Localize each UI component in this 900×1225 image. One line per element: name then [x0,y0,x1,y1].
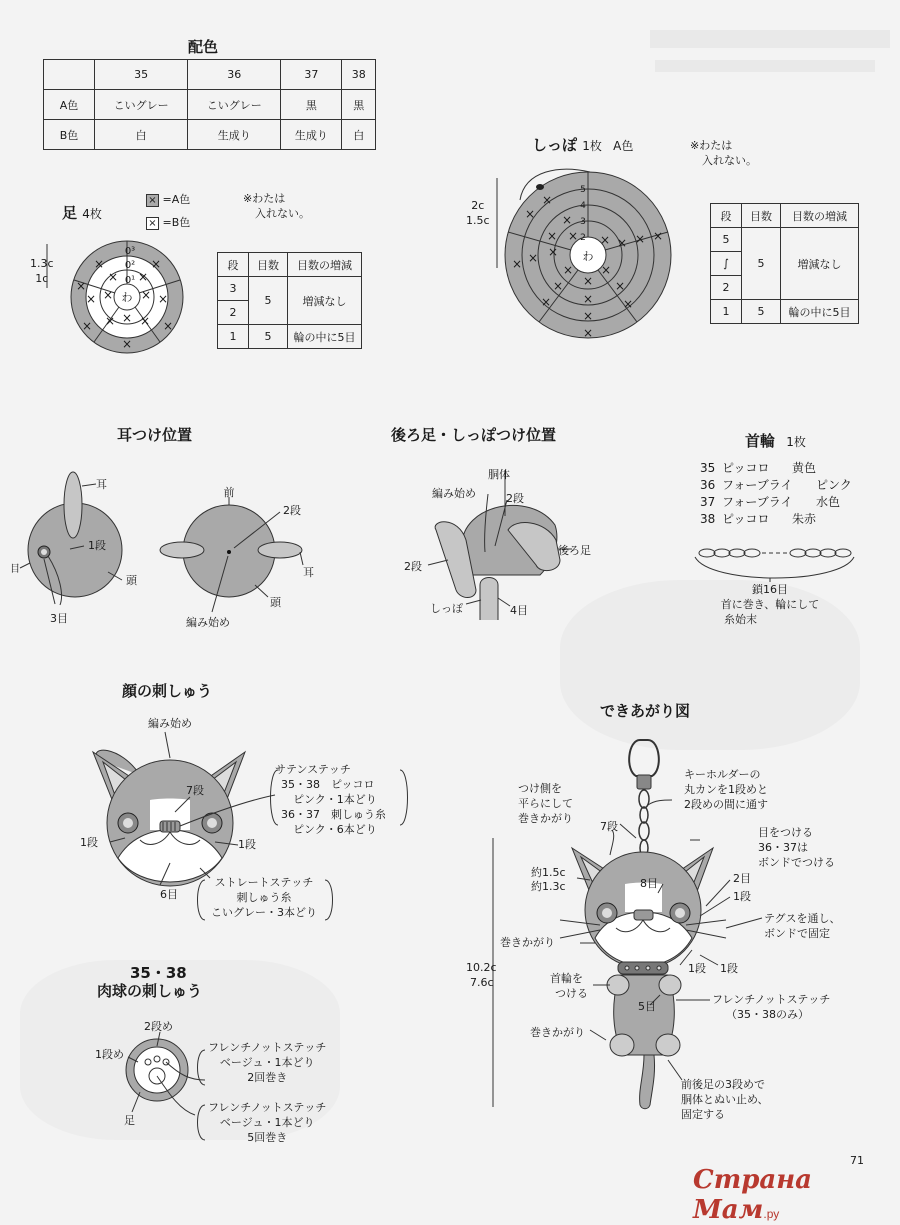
feet-table-header: 目数の増減 [288,253,362,277]
back-line: 胴体とぬい止め、 [681,1093,769,1106]
legend-a-label: =A色 [162,193,191,206]
collar-count: 1枚 [786,435,806,449]
row4-label: 4目 [510,604,528,617]
svg-text:×: × [81,319,93,333]
satin-line: ピンク・6本どり [293,823,377,836]
french-line: フレンチノットステッチ [208,1101,327,1114]
svg-text:×: × [652,229,664,243]
svg-text:×: × [614,279,626,293]
tegusu-line: テグスを通し、 [764,912,841,925]
five-label: 5目 [638,1000,656,1013]
eyes-note [758,825,835,870]
svg-text:×: × [139,314,151,328]
svg-text:×: × [157,292,169,306]
svg-text:×: × [582,326,594,340]
feet-table-cell: 輪の中に5目 [288,325,362,349]
whip-label: 巻きかがり [530,1026,585,1039]
start-label: 編み始め [432,487,476,500]
tail-table-header: 段 [711,204,742,228]
svg-text:×: × [107,270,119,284]
tail-table-cell: 1 [711,300,742,324]
page-number: 71 [850,1154,864,1167]
color-table-header: 36 [188,60,281,90]
color-table-cell: 白 [342,120,376,150]
svg-text:×: × [616,236,628,250]
collar-title-text: 首輪 [745,432,776,450]
row1-label: 1段 [720,962,738,975]
tail-table-cell: ∫ [711,252,742,276]
legend-a-swatch-icon: × [146,194,159,207]
svg-text:×: × [102,288,114,302]
keyholder-line: 2段めの間に通す [684,798,768,811]
collar-note: 首に巻き、輪にして [720,598,820,611]
eyes-line: ボンドでつける [758,856,835,869]
color-table-cell: 黒 [281,90,342,120]
french-finish-line: フレンチノットステッチ [712,993,831,1006]
row1-label: 1段 [238,838,256,851]
satin-line: 36・37 刺しゅう糸 [281,808,386,821]
tail-ring-number: 4 [580,201,586,211]
svg-text:×: × [121,311,133,325]
color-table-cell: A色 [44,90,95,120]
eyes-line: 36・37は [758,841,808,854]
tail-table-cell: 増減なし [781,228,859,300]
six-label: 6目 [160,888,178,901]
tail-table-cell: 5 [711,228,742,252]
collar-chain-label: 鎖16目 [752,583,788,596]
keyholder-note [684,767,768,812]
row1-label: 1段め [95,1048,124,1061]
whip-label: 巻きかがり [500,936,555,949]
attach-line: つけ側を [518,782,562,795]
tail-table-cell: 5 [742,300,781,324]
feet-table-cell: 1 [218,325,249,349]
tail-table-cell: 2 [711,276,742,300]
collar-line: 36 フォーブライ ピンク [700,478,852,492]
row2-label: 2目 [733,872,751,885]
color-table-cell: 黒 [342,90,376,120]
feet-center-label: わ [121,291,133,304]
collar-line: 35 ピッコロ 黄色 [700,461,817,475]
approx-label: 約1.5c [531,866,566,879]
row1-label: 1段 [80,836,98,849]
color-table-header: 38 [342,60,376,90]
tail-table-cell: 5 [742,228,781,300]
french-line: 2回巻き [247,1071,288,1084]
svg-text:×: × [562,263,574,277]
feet-dim: 1c [35,272,49,285]
tail-dim: 1.5c [466,214,490,227]
svg-text:×: × [104,314,116,328]
back-note [681,1077,769,1122]
svg-text:×: × [552,279,564,293]
tail-count: 1枚 [582,139,602,153]
french-finish-note [712,992,830,1022]
start-label: 編み始め [186,616,230,629]
feet-table-header: 目数 [249,253,288,277]
tail-dim: 2c [471,199,485,212]
front-label: 前 [223,486,235,499]
svg-text:×: × [540,295,552,309]
tail-table-cell: 輪の中に5目 [781,300,859,324]
french-line: ベージュ・1本どり [219,1116,315,1129]
straight-line: 刺しゅう糸 [236,891,292,904]
watermark-text: Страна Мам [693,1165,813,1225]
collar-label: つける [555,987,588,1000]
feet-title-text: 足 [62,204,78,222]
color-table-title: 配色 [188,38,219,56]
svg-text:×: × [546,229,558,243]
feet-note-line: 入れない。 [255,207,310,220]
color-table-cell: 生成り [188,120,281,150]
svg-text:×: × [150,257,162,271]
foot-label: 足 [124,1114,135,1127]
approx-label: 約1.3c [531,880,566,893]
color-table-cell: B色 [44,120,95,150]
tail-ring-number: 5 [580,185,586,195]
svg-text:×: × [137,270,149,284]
feet-table-header: 段 [218,253,249,277]
svg-text:×: × [561,213,573,227]
attach-note [518,781,573,826]
head-label: 頭 [270,596,281,609]
start-label: 編み始め [148,717,192,730]
feet-table-cell: 5 [249,277,288,325]
tail-note-line: ※わたは [690,139,733,152]
feet-ring-label: 0³ [124,246,136,257]
collar-label: 首輪を [550,972,583,985]
attach-line: 平らにして [518,797,573,810]
tail-center-label: わ [582,250,594,263]
svg-text:×: × [600,263,612,277]
feet-table-cell: 増減なし [288,277,362,325]
eye3-label: 3目 [50,612,68,625]
svg-text:×: × [622,297,634,311]
paw-title-nums: 35・38 [130,964,187,982]
feet-table-cell: 5 [249,325,288,349]
color-table-cell: 生成り [281,120,342,150]
svg-text:×: × [634,232,646,246]
svg-text:×: × [582,292,594,306]
svg-text:×: × [75,279,87,293]
svg-text:×: × [524,207,536,221]
tail-table-header: 目数 [742,204,781,228]
feet-note-line: ※わたは [243,192,286,205]
french-line: フレンチノットステッチ [208,1041,327,1054]
row-label: 1段 [88,539,106,552]
body-label: 胴体 [488,468,510,481]
hind-leg-label: 後ろ足 [558,544,591,557]
feet-dim: 1.3c [30,257,54,270]
french-finish-line: （35・38のみ） [726,1008,809,1021]
watermark-suffix: .ру [763,1207,780,1221]
tail-label: しっぽ [430,602,463,615]
tail-note-line: 入れない。 [702,154,757,167]
back-line: 前後足の3段めで [681,1078,765,1091]
tail-ring-number: 2 [580,233,586,243]
straight-line: ストレートステッチ [214,876,314,889]
row2-label: 2段め [144,1020,173,1033]
color-table-header: 37 [281,60,342,90]
row7-label: 7段 [600,820,618,833]
face-title: 顔の刺しゅう [122,682,213,700]
satin-line: サテンステッチ [275,763,351,776]
hind-title: 後ろ足・しっぽつけ位置 [391,426,557,444]
ear-label: 耳 [303,566,314,579]
feet-table-cell: 3 [218,277,249,301]
paw-title: 肉球の刺しゅう [97,982,203,1000]
finished-title: できあがり図 [600,702,691,720]
eight-label: 8目 [640,877,658,890]
tegusu-line: ボンドで固定 [764,927,830,940]
height-label: 7.6c [470,976,494,989]
row7-label: 7段 [186,784,204,797]
collar-note: 糸始末 [724,613,757,626]
ear-label: 耳 [96,478,107,491]
row1-label: 1段 [688,962,706,975]
svg-text:×: × [140,288,152,302]
satin-line: 35・38 ピッコロ [281,778,375,791]
row2-label: 2段 [283,504,301,517]
collar-line: 38 ピッコロ 朱赤 [700,512,817,526]
keyholder-line: 丸カンを1段めと [684,783,768,796]
svg-text:×: × [93,257,105,271]
legend-b-label: =B色 [162,216,191,229]
row1-label: 1段 [733,890,751,903]
color-table-cell: こいグレー [95,90,188,120]
tegusu-note [764,911,840,941]
svg-text:×: × [599,233,611,247]
eyes-line: 目をつける [758,826,813,839]
attach-line: 巻きかがり [518,812,573,825]
feet-ring-label: 0¹ [124,275,136,286]
row2-label: 2段 [404,560,422,573]
satin-line: ピンク・1本どり [293,793,377,806]
svg-text:×: × [511,257,523,271]
svg-text:×: × [85,292,97,306]
french-line: 5回巻き [247,1131,288,1144]
svg-text:×: × [121,337,133,351]
svg-text:×: × [547,245,559,259]
tail-table-header: 目数の増減 [781,204,859,228]
french-line: ベージュ・1本どり [219,1056,315,1069]
straight-line: こいグレー・3本どり [211,906,317,919]
ears-title: 耳つけ位置 [117,426,193,444]
color-table-header: 35 [95,60,188,90]
feet-count: 4枚 [82,207,102,221]
svg-text:×: × [527,251,539,265]
color-table-cell: こいグレー [188,90,281,120]
back-line: 固定する [681,1108,725,1121]
svg-text:×: × [582,274,594,288]
tail-title-text: しっぽ [532,136,578,154]
head-label: 頭 [126,574,137,587]
svg-text:×: × [162,319,174,333]
tail-ring-number: 3 [580,217,586,227]
keyholder-line: キーホルダーの [684,768,761,781]
feet-table-cell: 2 [218,301,249,325]
tail-color: A色 [613,139,634,153]
legend-b-swatch-icon: × [146,217,159,230]
svg-text:×: × [541,193,553,207]
row2-label: 2段 [506,492,524,505]
color-table-cell: 白 [95,120,188,150]
watermark [693,1165,900,1225]
eye-label: 目 [10,564,20,575]
svg-text:×: × [582,309,594,323]
svg-text:×: × [567,229,579,243]
collar-line: 37 フォーブライ 水色 [700,495,841,509]
height-label: 10.2c [466,961,497,974]
feet-ring-label: 0² [124,260,136,271]
